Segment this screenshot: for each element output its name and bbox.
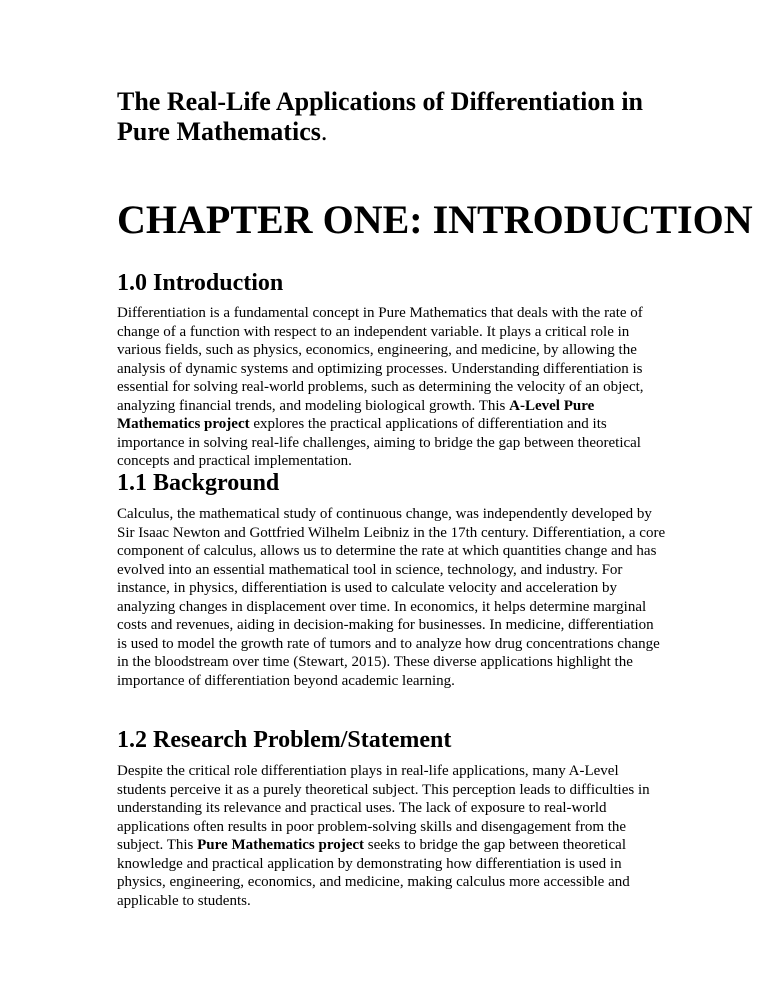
section-heading-introduction: 1.0 Introduction [117,270,284,296]
title-text: The Real-Life Applications of Differentiation in Pure Mathematics [117,87,644,146]
section-paragraph-introduction [117,304,667,471]
paragraph-bold-text: A-Level Pure Mathematics project [117,397,595,432]
paragraph-text: Differentiation is a fundamental concept in Pure Mathematics that deals with the rate of change of a function with respect to an independent variable. It plays a critical role in various fields, such as physics, economics, engineering, and medicine, by allowing the analysis of dynamic systems and optimizing processes. Understanding differentiation is essential for solving real-world problems, such as determining the velocity of an object, analyzing financial trends, and modeling biological growth. This [117,305,644,414]
paragraph-text: Despite the critical role differentiation plays in real-life applications, many A-Level students perceive it as a purely theoretical subject. This perception leads to difficulties in understanding its relevance and practical uses. The lack of exposure to real-world applications often results in poor problem-solving skills and disengagement from the subject. This [117,763,650,853]
section-paragraph-background [117,505,667,690]
section-heading-background: 1.1 Background [117,470,280,496]
paragraph-text: seeks to bridge the gap between theoretical knowledge and practical application by demonstrating how differentiation is used in physics, engineering, economics, and medicine, making calculus more accessible and applicable to students. [117,837,630,909]
section-paragraph-research-problem [117,762,667,910]
paragraph-bold-text: Pure Mathematics project [197,837,365,853]
chapter-heading: CHAPTER ONE: INTRODUCTION [117,197,753,242]
paragraph-text: Calculus, the mathematical study of continuous change, was independently developed by Sir Isaac Newton and Gottfried Wilhelm Leibniz in the 17th century. Differentiation, a core component of calculus, allows us to determine the rate at which quantities change and has evolved into an essential mathematical tool in science, technology, and industry. For instance, in physics, differentiation is used to calculate velocity and acceleration by analyzing changes in displacement over time. In economics, it helps determine marginal costs and revenues, aiding in decision-making for businesses. In medicine, differentiation is used to model the growth rate of tumors and to analyze how drug concentrations change in the bloodstream over time (Stewart, 2015). These diverse applications highlight the importance of differentiation beyond academic learning. [117,506,666,689]
section-heading-research-problem: 1.2 Research Problem/Statement [117,727,452,753]
paragraph-text: explores the practical applications of differentiation and its importance in solving real-life challenges, aiming to bridge the gap between theoretical concepts and practical implementation. [117,416,641,469]
title-period: . [320,117,328,146]
document-title [117,87,677,147]
